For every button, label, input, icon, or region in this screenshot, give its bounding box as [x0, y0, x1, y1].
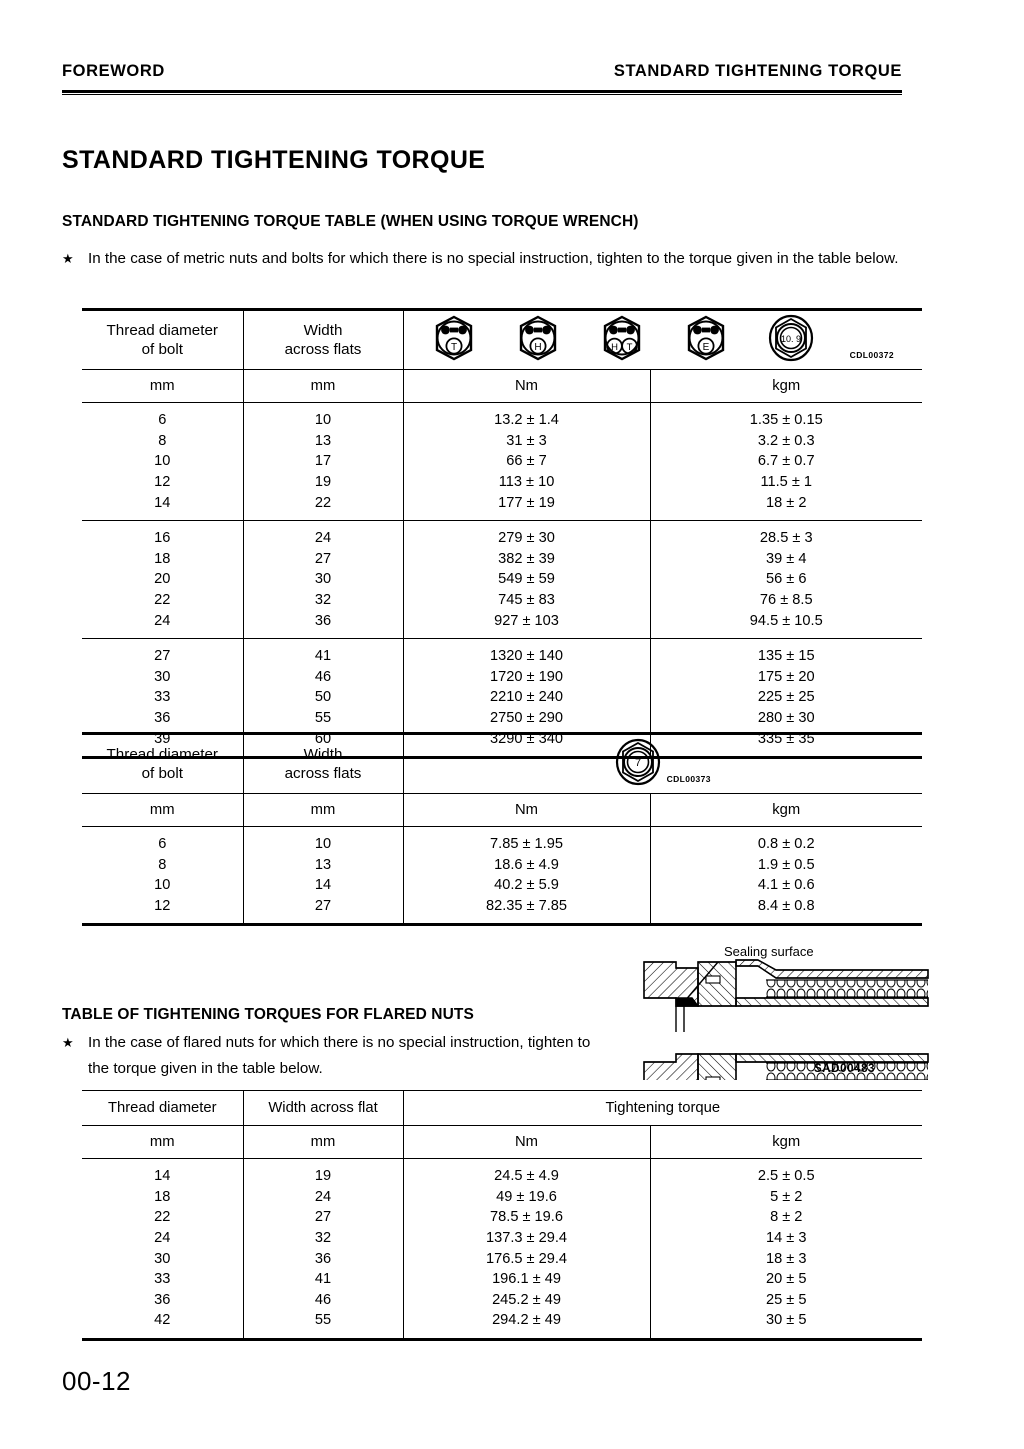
table-row — [82, 687, 922, 708]
row-torque-kgm: 8 ± 2 — [650, 1207, 922, 1228]
flared-nut-diagram — [636, 940, 936, 1080]
row-torque-nm: 3290 ± 340 — [403, 728, 650, 757]
row-width-across-flats: 27 — [243, 896, 403, 925]
row-thread-diameter: 36 — [154, 710, 171, 727]
row-thread-diameter: 20 — [154, 571, 171, 588]
row-torque-nm: 82.35 ± 7.85 — [403, 896, 650, 925]
row-torque-nm: 137.3 ± 29.4 — [403, 1228, 650, 1249]
unit-flats: mm — [243, 1126, 403, 1159]
row-width-across-flats: 22 — [243, 492, 403, 520]
row-thread-diameter: 42 — [154, 1312, 171, 1329]
header-line1: Width — [303, 322, 343, 339]
row-thread-diameter: 6 — [82, 403, 243, 431]
table-bottom-rule — [82, 1339, 922, 1341]
row-thread-diameter: 8 — [158, 432, 167, 449]
unit-nm: Nm — [403, 370, 650, 403]
table-header-row — [82, 1091, 922, 1126]
row-torque-nm: 1320 ± 140 — [403, 638, 650, 666]
table-row — [82, 1159, 922, 1187]
row-thread-diameter: 12 — [154, 898, 171, 915]
row-thread-diameter: 33 — [154, 689, 171, 706]
row-torque-kgm: 11.5 ± 1 — [650, 472, 922, 493]
section1-heading: STANDARD TIGHTENING TORQUE TABLE (WHEN USING TORQUE WRENCH) — [62, 213, 639, 230]
row-width-across-flats: 27 — [243, 549, 403, 570]
row-width-across-flats: 10 — [243, 827, 403, 855]
row-torque-kgm: 6.7 ± 0.7 — [650, 451, 922, 472]
row-width-across-flats: 36 — [243, 610, 403, 638]
table-units-row — [82, 794, 922, 827]
svg-text:E: E — [702, 341, 709, 353]
row-thread-diameter: 22 — [154, 592, 171, 609]
row-torque-nm: 196.1 ± 49 — [403, 1269, 650, 1290]
row-torque-nm: 13.2 ± 1.4 — [403, 403, 650, 431]
header-width-across-flats — [243, 310, 403, 370]
row-torque-nm: 66 ± 7 — [403, 451, 650, 472]
row-torque-nm: 2210 ± 240 — [403, 687, 650, 708]
row-torque-nm: 1720 ± 190 — [403, 667, 650, 688]
table-row — [82, 451, 922, 472]
table-row — [82, 569, 922, 590]
table-body — [82, 403, 922, 759]
row-torque-nm: 382 ± 39 — [403, 549, 650, 570]
bolt-head-round-icon — [768, 314, 814, 367]
svg-text:T: T — [626, 341, 632, 353]
row-width-across-flats: 55 — [243, 708, 403, 729]
table-row — [82, 1269, 922, 1290]
header-thread-diameter — [82, 310, 243, 370]
table-row — [82, 667, 922, 688]
bolt-head-hex-icon — [516, 314, 560, 367]
row-torque-nm: 49 ± 19.6 — [403, 1187, 650, 1208]
row-thread-diameter: 36 — [154, 1291, 171, 1308]
unit-thread: mm — [82, 1126, 243, 1159]
header-divider — [62, 90, 902, 95]
table-row — [82, 431, 922, 452]
table-row — [82, 492, 922, 520]
table-row — [82, 403, 922, 431]
row-width-across-flats: 19 — [243, 1159, 403, 1187]
row-thread-diameter: 30 — [154, 1250, 171, 1267]
row-width-across-flats: 32 — [243, 590, 403, 611]
table-body — [82, 827, 922, 927]
bolt-head-icon-row — [404, 311, 923, 369]
table-row — [82, 520, 922, 548]
table-row — [82, 590, 922, 611]
unit-nm: Nm — [403, 1126, 650, 1159]
row-torque-kgm: 76 ± 8.5 — [650, 590, 922, 611]
row-thread-diameter: 30 — [154, 668, 171, 685]
row-width-across-flats: 41 — [243, 1269, 403, 1290]
row-torque-nm: 176.5 ± 29.4 — [403, 1248, 650, 1269]
section2-note — [62, 1030, 592, 1082]
bolt-head-icon-row — [404, 735, 923, 793]
row-width-across-flats: 41 — [243, 638, 403, 666]
table-body — [82, 1159, 922, 1341]
unit-flats: mm — [243, 370, 403, 403]
table-row — [82, 1290, 922, 1311]
row-thread-diameter: 22 — [154, 1209, 171, 1226]
table-row — [82, 1248, 922, 1269]
row-torque-kgm: 225 ± 25 — [650, 687, 922, 708]
row-thread-diameter: 12 — [154, 474, 171, 491]
row-torque-nm: 294.2 ± 49 — [403, 1310, 650, 1339]
row-torque-nm: 927 ± 103 — [403, 610, 650, 638]
table-header-row — [82, 310, 922, 370]
row-torque-kgm: 3.2 ± 0.3 — [650, 431, 922, 452]
row-torque-kgm: 335 ± 35 — [650, 728, 922, 757]
row-torque-nm: 549 ± 59 — [403, 569, 650, 590]
table-row — [82, 472, 922, 493]
row-thread-diameter: 14 — [154, 494, 171, 511]
header-bolt-marks — [403, 310, 922, 370]
table-row — [82, 610, 922, 638]
section2-note-text: In the case of flared nuts for which there is no special instruction, tighten to the torque given in the table below. — [88, 1034, 591, 1077]
section2-heading: TABLE OF TIGHTENING TORQUES FOR FLARED NUTS — [62, 1006, 474, 1023]
row-width-across-flats: 13 — [243, 855, 403, 876]
table-row — [82, 875, 922, 896]
row-torque-kgm: 20 ± 5 — [650, 1269, 922, 1290]
row-width-across-flats: 14 — [243, 875, 403, 896]
row-thread-diameter: 18 — [154, 550, 171, 567]
star-bullet-icon: ★ — [62, 1035, 74, 1050]
unit-flats: mm — [243, 794, 403, 827]
row-thread-diameter: 8 — [158, 856, 167, 873]
row-width-across-flats: 24 — [243, 1187, 403, 1208]
table-row — [82, 827, 922, 855]
row-width-across-flats: 17 — [243, 451, 403, 472]
torque-table-flared-nuts — [82, 1090, 922, 1341]
row-torque-kgm: 1.35 ± 0.15 — [650, 403, 922, 431]
unit-nm: Nm — [403, 794, 650, 827]
row-torque-nm: 113 ± 10 — [403, 472, 650, 493]
table-row — [82, 638, 922, 666]
torque-table-metric — [82, 308, 922, 759]
row-torque-kgm: 30 ± 5 — [650, 1310, 922, 1339]
row-thread-diameter: 6 — [82, 827, 243, 855]
row-width-across-flats: 24 — [243, 520, 403, 548]
section1-note — [62, 246, 912, 272]
row-torque-kgm: 1.9 ± 0.5 — [650, 855, 922, 876]
table-row — [82, 1207, 922, 1228]
running-header-left: FOREWORD — [62, 62, 165, 80]
row-torque-kgm: 175 ± 20 — [650, 667, 922, 688]
table-units-row — [82, 1126, 922, 1159]
star-bullet-icon: ★ — [62, 251, 74, 266]
row-width-across-flats: 13 — [243, 431, 403, 452]
row-thread-diameter: 10 — [154, 877, 171, 894]
table-row — [82, 855, 922, 876]
table-row — [82, 896, 922, 925]
row-torque-kgm: 8.4 ± 0.8 — [650, 896, 922, 925]
row-thread-diameter: 10 — [154, 453, 171, 470]
row-torque-kgm: 14 ± 3 — [650, 1228, 922, 1249]
row-torque-kgm: 0.8 ± 0.2 — [650, 827, 922, 855]
row-thread-diameter: 16 — [82, 520, 243, 548]
row-width-across-flats: 36 — [243, 1248, 403, 1269]
header-thread-diameter — [82, 734, 243, 794]
running-header — [62, 62, 902, 81]
row-torque-kgm: 56 ± 6 — [650, 569, 922, 590]
row-thread-diameter: 24 — [154, 1230, 171, 1247]
svg-text:10. 9: 10. 9 — [780, 333, 801, 344]
header-width-across-flats — [243, 734, 403, 794]
header-tightening-torque: Tightening torque — [403, 1091, 922, 1126]
svg-text:H: H — [533, 341, 542, 353]
row-torque-nm: 18.6 ± 4.9 — [403, 855, 650, 876]
row-torque-nm: 24.5 ± 4.9 — [403, 1159, 650, 1187]
row-torque-kgm: 25 ± 5 — [650, 1290, 922, 1311]
svg-text:H: H — [610, 341, 618, 353]
header-line1: Thread diameter — [106, 322, 218, 339]
row-torque-nm: 40.2 ± 5.9 — [403, 875, 650, 896]
figure-code: CDL00373 — [666, 774, 711, 784]
row-torque-nm: 2750 ± 290 — [403, 708, 650, 729]
unit-thread: mm — [82, 370, 243, 403]
row-thread-diameter: 14 — [82, 1159, 243, 1187]
page-number: 00-12 — [62, 1366, 131, 1396]
row-torque-nm: 7.85 ± 1.95 — [403, 827, 650, 855]
table-row — [82, 549, 922, 570]
row-width-across-flats: 32 — [243, 1228, 403, 1249]
row-width-across-flats: 27 — [243, 1207, 403, 1228]
table-row — [82, 708, 922, 729]
header-line2: of bolt — [141, 341, 183, 358]
row-torque-kgm: 4.1 ± 0.6 — [650, 875, 922, 896]
row-thread-diameter: 24 — [154, 612, 171, 629]
row-thread-diameter: 33 — [154, 1271, 171, 1288]
flared-nut-svg — [636, 940, 936, 1080]
row-torque-kgm: 18 ± 2 — [650, 492, 922, 520]
figure-code: CDL00372 — [849, 350, 894, 360]
unit-kgm: kgm — [650, 1126, 922, 1159]
unit-thread: mm — [82, 794, 243, 827]
header-line1: Thread diameter — [106, 746, 218, 763]
row-torque-nm: 745 ± 83 — [403, 590, 650, 611]
row-torque-kgm: 5 ± 2 — [650, 1187, 922, 1208]
table-units-row — [82, 370, 922, 403]
header-line2: of bolt — [141, 765, 183, 782]
row-torque-nm: 245.2 ± 49 — [403, 1290, 650, 1311]
table-row — [82, 1228, 922, 1249]
header-line1: Width — [303, 746, 343, 763]
section1-note-text: In the case of metric nuts and bolts for which there is no special instruction, tighten to the torque given in the table below. — [88, 250, 899, 267]
table-bottom-rule — [82, 925, 922, 927]
row-torque-kgm: 135 ± 15 — [650, 638, 922, 666]
table-header-row — [82, 734, 922, 794]
row-torque-kgm: 28.5 ± 3 — [650, 520, 922, 548]
unit-kgm: kgm — [650, 370, 922, 403]
row-width-across-flats: 46 — [243, 1290, 403, 1311]
row-width-across-flats: 50 — [243, 687, 403, 708]
torque-table-class7 — [82, 732, 922, 926]
header-bolt-mark — [403, 734, 922, 794]
bolt-head-round-icon — [615, 738, 661, 791]
row-width-across-flats: 46 — [243, 667, 403, 688]
row-width-across-flats: 30 — [243, 569, 403, 590]
svg-text:7: 7 — [634, 756, 641, 769]
running-header-right: STANDARD TIGHTENING TORQUE — [613, 62, 902, 80]
row-thread-diameter: 39 — [154, 730, 171, 747]
table-row — [82, 1310, 922, 1339]
row-width-across-flats: 19 — [243, 472, 403, 493]
row-torque-kgm: 280 ± 30 — [650, 708, 922, 729]
header-thread-diameter: Thread diameter — [82, 1091, 243, 1126]
header-width-across-flat: Width across flat — [243, 1091, 403, 1126]
bolt-head-hex-icon — [684, 314, 728, 367]
table-row — [82, 1187, 922, 1208]
bolt-head-hex-icon — [600, 314, 644, 367]
row-width-across-flats: 60 — [243, 728, 403, 757]
bolt-head-hex-icon — [432, 314, 476, 367]
row-torque-nm: 279 ± 30 — [403, 520, 650, 548]
header-line2: across flats — [284, 765, 362, 782]
header-line2: across flats — [284, 341, 362, 358]
unit-kgm: kgm — [650, 794, 922, 827]
row-width-across-flats: 10 — [243, 403, 403, 431]
row-torque-kgm: 39 ± 4 — [650, 549, 922, 570]
figure-code: SAD00483 — [814, 1063, 876, 1075]
row-thread-diameter: 27 — [82, 638, 243, 666]
row-torque-nm: 177 ± 19 — [403, 492, 650, 520]
row-torque-kgm: 18 ± 3 — [650, 1248, 922, 1269]
row-torque-kgm: 2.5 ± 0.5 — [650, 1159, 922, 1187]
row-torque-nm: 78.5 ± 19.6 — [403, 1207, 650, 1228]
row-thread-diameter: 18 — [154, 1188, 171, 1205]
row-torque-kgm: 94.5 ± 10.5 — [650, 610, 922, 638]
row-width-across-flats: 55 — [243, 1310, 403, 1339]
row-torque-nm: 31 ± 3 — [403, 431, 650, 452]
svg-text:T: T — [450, 341, 457, 353]
sealing-surface-label: Sealing surface — [724, 944, 814, 959]
page-title: STANDARD TIGHTENING TORQUE — [62, 146, 486, 174]
